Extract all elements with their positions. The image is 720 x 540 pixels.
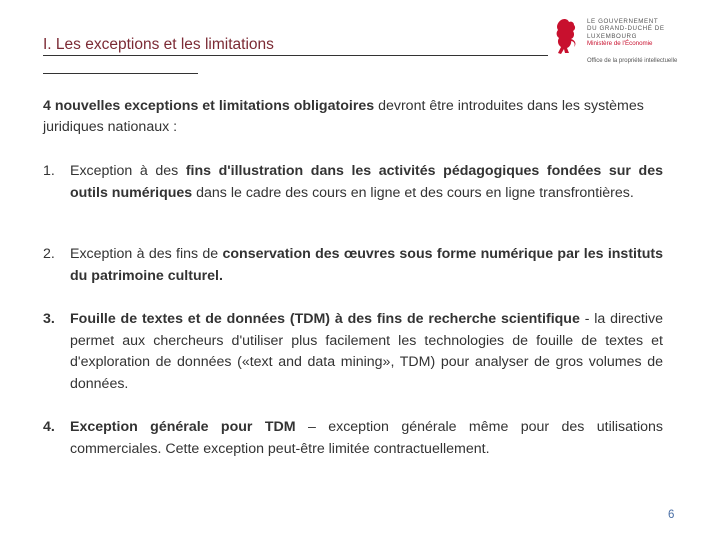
government-name xyxy=(587,18,715,40)
title-underline-short xyxy=(43,73,198,74)
intro-paragraph xyxy=(43,96,668,138)
item-text-c: – exception générale même pour des utilisations commerciales. Cette exception peut-être limitée contractuellement. xyxy=(70,419,663,457)
government-line-1: LE GOUVERNEMENT xyxy=(587,18,659,25)
red-lion-icon xyxy=(555,18,577,56)
item-text-bold: fins d'illustration dans les activités pédagogiques fondées sur des outils numériques xyxy=(70,163,663,201)
item-text-c: - la directive permet aux chercheurs d'utiliser plus facilement les technologies de fouille de textes et d'exploration de données («text and data mining», TDM) pour analyser de gros volumes de données. xyxy=(70,311,663,392)
list-number: 3. xyxy=(43,311,55,327)
item-text-bold: Exception générale pour TDM xyxy=(70,419,296,435)
item-text-a: Exception à des fins de xyxy=(70,246,223,262)
title-underline xyxy=(43,55,548,56)
item-text-c: dans le cadre des cours en ligne et des cours en ligne transfrontières. xyxy=(192,184,634,201)
government-logo xyxy=(555,18,715,70)
intro-bold: 4 nouvelles exceptions et limitations obligatoires xyxy=(43,98,375,114)
page-number: 6 xyxy=(668,509,675,521)
list-number: 4. xyxy=(43,419,55,435)
intro-text: devront être introduites dans les systèmes juridiques nationaux : xyxy=(43,98,644,135)
government-line-2: DU GRAND-DUCHÉ DE LUXEMBOURG xyxy=(587,25,665,40)
office-name: Office de la propriété intellectuelle xyxy=(587,58,678,64)
ministry-name: Ministère de l'Économie xyxy=(587,40,653,47)
list-item-4 xyxy=(43,417,663,460)
page-title: I. Les exceptions et les limitations xyxy=(43,36,274,53)
list-number: 1. xyxy=(43,163,55,179)
list-item-3 xyxy=(43,309,663,395)
item-text-bold: conservation des œuvres sous forme numérique par les instituts du patrimoine culturel. xyxy=(70,246,663,284)
list-item-2 xyxy=(43,244,663,287)
item-text-a: Exception à des xyxy=(70,163,186,179)
item-text-bold: Fouille de textes et de données (TDM) à des fins de recherche scientifique xyxy=(70,311,580,327)
list-item-1 xyxy=(43,161,663,204)
list-number: 2. xyxy=(43,246,55,262)
